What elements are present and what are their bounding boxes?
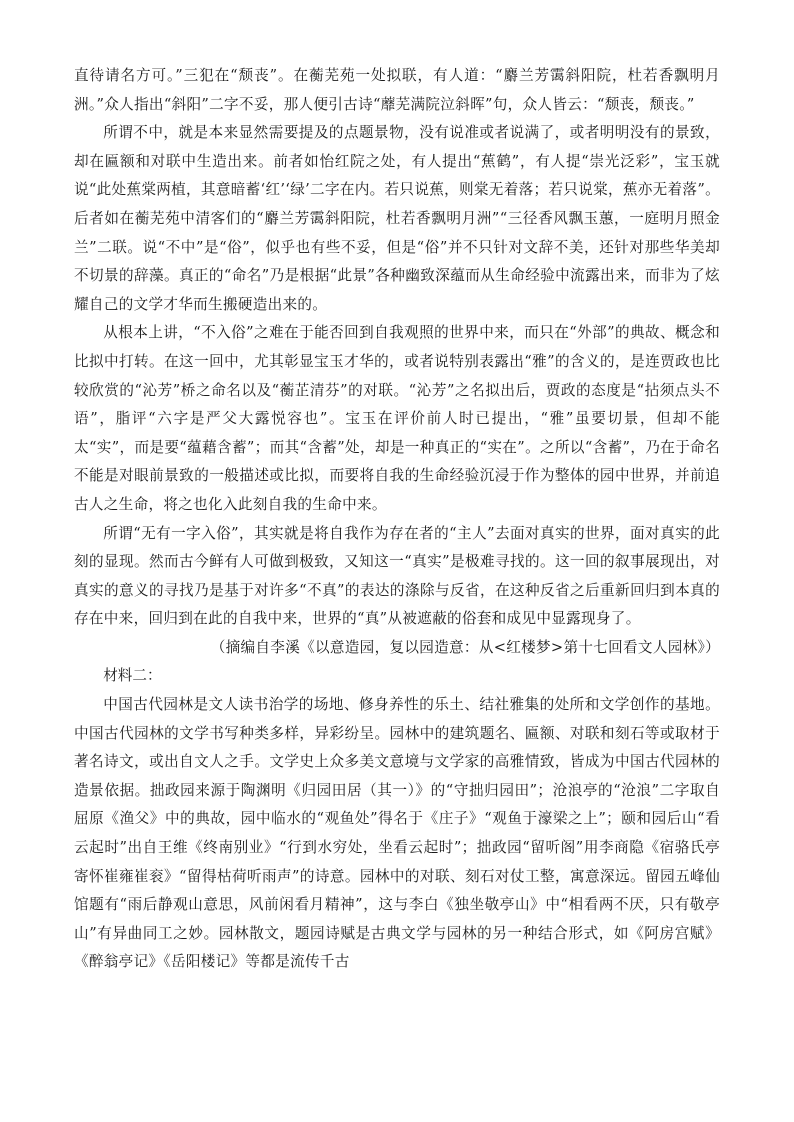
document-page	[74, 62, 720, 977]
paragraph-bu-zhong: 所谓不中，就是本来显然需要提及的点题景物，没有说准或者说满了，或者明明没有的景致，却在匾额和对联中生造出来。前者如怡红院之处，有人提出“蕉鹤”，有人提“崇光泛彩”，宝玉就说“此处蕉棠两植，其意暗蓄‘红’‘绿’二字在内。若只说蕉，则棠无着落；若只说棠，蕉亦无着落”。后者如在蘅芜苑中清客们的“麝兰芳霭斜阳院，杜若香飘明月洲”“三径香风飘玉蕙，一庭明月照金兰”二联。说“不中”是“俗”，似乎也有些不妥，但是“俗”并不只针对文辞不美，还针对那些华美却不切景的辞藻。真正的“命名”乃是根据“此景”各种幽致深蕴而从生命经验中流露出来，而非为了炫耀自己的文学才华而生搬硬造出来的。	[74, 124, 720, 313]
paragraph-bu-ru-su: 从根本上讲，“不入俗”之难在于能否回到自我观照的世界中来，而只在“外部”的典故、概念和比拟中打转。在这一回中，尤其彰显宝玉才华的，或者说特别表露出“雅”的含义的，是连贾政也比较欣赏的“沁芳”桥之命名以及“蘅芷清芬”的对联。“沁芳”之名拟出后，贾政的态度是“拈须点头不语”，脂评“六字是严父大露悦容也”。宝玉在评价前人时已提出，“雅”虽要切景，但却不能太“实”，而是要“蕴藉含蓄”；而其“含蓄”处，却是一种真正的“实在”。之所以“含蓄”，乃在于命名不能是对眼前景致的一般描述或比拟，而要将自我的生命经验沉浸于作为整体的园中世界，并前追古人之生命，将之也化入此刻自我的生命中来。	[74, 324, 720, 513]
paragraph-continued: 直待请名方可。”三犯在“颓丧”。在蘅芜苑一处拟联，有人道：“麝兰芳霭斜阳院，杜若香飘明月洲。”众人指出“斜阳”二字不妥，那人便引古诗“蘼芜满院泣斜晖”句，众人皆云：“颓丧，颓丧。”	[74, 67, 720, 113]
paragraph-material-two: 中国古代园林是文人读书治学的场地、修身养性的乐土、结社雅集的处所和文学创作的基地。中国古代园林的文学书写种类多样，异彩纷呈。园林中的建筑题名、匾额、对联和刻石等或取材于著名诗文，或出自文人之手。文学史上众多美文意境与文学家的高雅情致，皆成为中国古代园林的造景依据。拙政园来源于陶渊明《归园田居（其一）》的“守拙归园田”；沧浪亭的“沧浪”二字取自屈原《渔父》中的典故，园中临水的“观鱼处”得名于《庄子》“观鱼于濠梁之上”；颐和园后山“看云起时”出自王维《终南别业》“行到水穷处，坐看云起时”；拙政园“留听阁”用李商隐《宿骆氏亭寄怀崔雍崔衮》“留得枯荷听雨声”的诗意。园林中的对联、刻石对仗工整，寓意深远。留园五峰仙馆题有“雨后静观山意思，风前闲看月精神”，这与李白《独坐敬亭山》中“相看两不厌，只有敬亭山”有异曲同工之妙。园林散文，题园诗赋是古典文学与园林的另一种结合形式，如《阿房宫赋》《醉翁亭记》《岳阳楼记》等都是流传千古	[74, 696, 720, 971]
paragraph-wu-you-yi-zi: 所谓“无有一字入俗”，其实就是将自我作为存在者的“主人”去面对真实的世界，面对真实的此刻的显现。然而古今鲜有人可做到极致，又知这一“真实”是极难寻找的。这一回的叙事展现出，对真实的意义的寻找乃是基于对许多“不真”的表达的涤除与反省，在这种反省之后重新回归到本真的存在中来，回归到在此的自我中来，世界的“真”从被遮蔽的俗套和成见中显露现身了。	[74, 524, 720, 628]
material-two-heading: 材料二：	[103, 667, 162, 685]
source-citation: （摘编自李溪《以意造园，复以园造意：从<红楼梦>第十七回看文人园林》）	[210, 638, 720, 656]
